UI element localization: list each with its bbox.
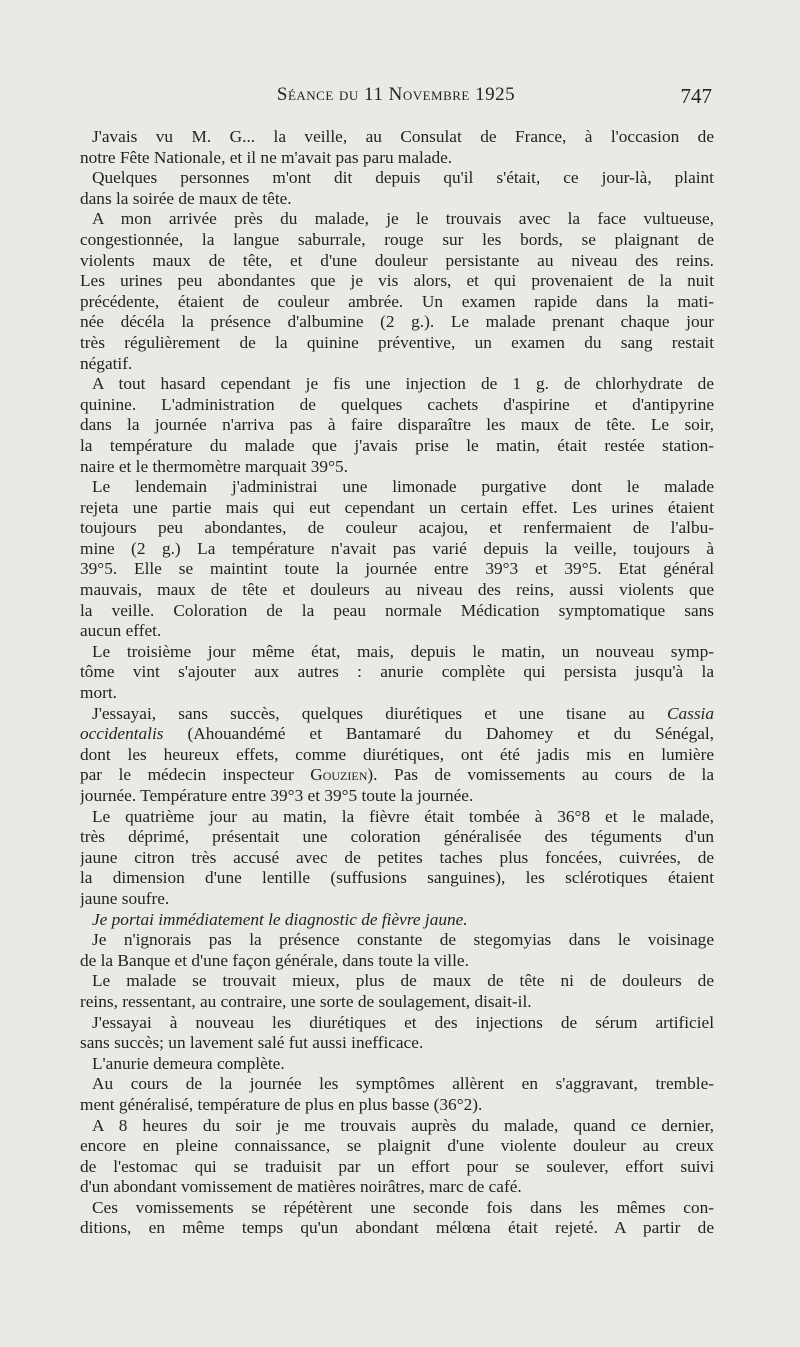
text-line	[80, 1198, 714, 1219]
text-line	[80, 312, 714, 333]
line-text: Le quatrième jour au matin, la fièvre était tombée à 36°8 et le malade,	[92, 806, 714, 826]
line-text: A 8 heures du soir je me trouvais auprès du malade, quand ce dernier,	[92, 1115, 714, 1135]
line-text: sans succès; un lavement salé fut aussi inefficace.	[80, 1033, 424, 1053]
page-number: 747	[680, 84, 712, 108]
text-line	[80, 889, 714, 910]
line-text: jaune soufre.	[80, 888, 170, 908]
text-line	[80, 457, 714, 478]
text-line	[80, 1033, 714, 1054]
text-line	[80, 704, 714, 725]
line-text: très déprimé, présentait une coloration généralisée des téguments d'un	[80, 827, 714, 847]
line-text: ment généralisé, température de plus en plus basse (36°2).	[80, 1094, 483, 1114]
text-line	[80, 518, 714, 539]
text-line	[80, 1218, 714, 1239]
line-text: dans la soirée de maux de tête.	[80, 188, 292, 208]
text-line	[80, 868, 714, 889]
text-line	[80, 559, 714, 580]
text-line	[80, 621, 714, 642]
line-text: ditions, en même temps qu'un abondant mélœna était rejeté. A partir de	[80, 1218, 714, 1238]
line-text: Au cours de la journée les symptômes allèrent en s'aggravant, tremble-	[92, 1074, 714, 1094]
text-line	[80, 539, 714, 560]
line-text: mine (2 g.) La température n'avait pas varié depuis la veille, toujours à	[80, 538, 714, 558]
text-line	[80, 127, 714, 148]
line-text: violents maux de tête, et d'une douleur persistante au niveau des reins.	[80, 250, 714, 270]
text-line	[80, 992, 714, 1013]
text-line	[80, 1136, 714, 1157]
text-line	[80, 168, 714, 189]
line-text: mauvais, maux de tête et douleurs au niveau des reins, aussi violents que	[80, 580, 714, 600]
text-line	[80, 148, 714, 169]
text-line	[80, 765, 714, 786]
line-text: quinine. L'administration de quelques cachets d'aspirine et d'antipyrine	[80, 394, 714, 414]
italic-text: Cassia	[666, 703, 714, 723]
line-text: aucun effet.	[80, 621, 162, 641]
text-line	[80, 1177, 714, 1198]
text-line	[80, 251, 714, 272]
text-line	[80, 807, 714, 828]
text-line	[80, 354, 714, 375]
text-line	[80, 848, 714, 869]
text-line	[80, 642, 714, 663]
text-line	[80, 395, 714, 416]
text-line	[80, 683, 714, 704]
line-text: née décéla la présence d'albumine (2 g.). Le malade prenant chaque jour	[80, 312, 714, 332]
text-line	[80, 189, 714, 210]
line-text: Le malade se trouvait mieux, plus de maux de tête ni de douleurs de	[92, 971, 714, 991]
text-line	[80, 374, 714, 395]
line-text: rejeta une partie mais qui eut cependant un certain effet. Les urines étaient	[80, 497, 714, 517]
text-line	[80, 786, 714, 807]
line-text: J'avais vu M. G... la veille, au Consulat de France, à l'occasion de	[92, 127, 714, 146]
line-text: la température du malade que j'avais prise le matin, était restée station-	[80, 435, 714, 455]
line-text: Le troisième jour même état, mais, depuis le matin, un nouveau symp-	[92, 641, 714, 661]
line-text: d'un abondant vomissement de matières noirâtres, marc de café.	[80, 1177, 522, 1197]
line-text: Quelques personnes m'ont dit depuis qu'il s'était, ce jour-là, plaint	[92, 168, 714, 188]
line-text: A tout hasard cependant je fis une injection de 1 g. de chlorhydrate de	[92, 374, 714, 394]
body-text	[80, 127, 714, 1239]
line-text: la dimension d'une lentille (suffusions sanguines), les sclérotiques étaient	[80, 868, 714, 888]
text-line	[80, 971, 714, 992]
text-line	[80, 477, 714, 498]
line-text: de l'estomac qui se traduisit par un effort pour se soulever, effort suivi	[80, 1156, 714, 1176]
line-text: précédente, étaient de couleur ambrée. Un examen rapide dans la mati-	[80, 291, 714, 311]
line-text: congestionnée, la langue saburrale, rouge sur les bords, se plaignant de	[80, 229, 714, 249]
text-line	[80, 1116, 714, 1137]
text-line	[80, 1054, 714, 1075]
line-text: négatif.	[80, 353, 133, 373]
line-text: journée. Température entre 39°3 et 39°5 toute la journée.	[80, 786, 474, 805]
text-line	[80, 1074, 714, 1095]
line-text: notre Fête Nationale, et il ne m'avait pas paru malade.	[80, 147, 453, 167]
line-text: par le médecin inspecteur	[80, 765, 311, 785]
line-text: encore en pleine connaissance, se plaignit d'une violente douleur au creux	[80, 1136, 714, 1156]
text-line	[80, 662, 714, 683]
line-text: J'essayai, sans succès, quelques diurétiques et une tisane au	[92, 703, 667, 723]
text-line	[80, 209, 714, 230]
line-text: dans la journée n'arriva pas à faire disparaître les maux de tête. Le soir,	[80, 415, 714, 435]
line-text: très régulièrement de la quinine préventive, un examen du sang restait	[80, 332, 714, 352]
line-text: Ces vomissements se répétèrent une seconde fois dans les mêmes con-	[92, 1197, 714, 1217]
text-line	[80, 580, 714, 601]
text-line	[80, 415, 714, 436]
text-line	[80, 230, 714, 251]
line-text: Les urines peu abondantes que je vis alors, et qui provenaient de la nuit	[80, 271, 714, 291]
text-line	[80, 271, 714, 292]
line-text: A mon arrivée près du malade, je le trouvais avec la face vultueuse,	[92, 209, 714, 229]
text-line	[80, 292, 714, 313]
line-text: (Ahouandémé et Bantamaré du Dahomey et du Sénégal,	[163, 724, 714, 744]
line-text: Je n'ignorais pas la présence constante de stegomyias dans le voisinage	[92, 930, 714, 950]
line-text: 39°5. Elle se maintint toute la journée entre 39°3 et 39°5. Etat général	[80, 559, 714, 579]
line-text: J'essayai à nouveau les diurétiques et des injections de sérum artificiel	[92, 1012, 714, 1032]
line-text: toujours peu abondantes, de couleur acajou, et renfermaient de l'albu-	[80, 518, 714, 538]
line-text: la veille. Coloration de la peau normale Médication symptomatique sans	[80, 600, 714, 620]
text-line	[80, 1095, 714, 1116]
line-text: Le lendemain j'administrai une limonade purgative dont le malade	[92, 477, 714, 497]
text-line	[80, 1013, 714, 1034]
text-line	[80, 436, 714, 457]
line-text: dont les heureux effets, comme diurétiques, ont été jadis mis en lumière	[80, 744, 714, 764]
line-text: tôme vint s'ajouter aux autres : anurie complète qui persista jusqu'à la	[80, 662, 714, 682]
text-line	[80, 601, 714, 622]
text-line	[80, 910, 714, 931]
line-text: reins, ressentant, au contraire, une sorte de soulagement, disait-il.	[80, 991, 532, 1011]
text-line	[80, 333, 714, 354]
line-text: mort.	[80, 683, 117, 703]
line-text: naire et le thermomètre marquait 39°5.	[80, 456, 348, 476]
line-text: ). Pas de vomissements au cours de la	[367, 765, 714, 785]
small-caps-text: Gouzien	[310, 765, 368, 785]
running-head: Séance du 11 Novembre 1925	[276, 84, 516, 105]
text-line	[80, 1157, 714, 1178]
line-text: de la Banque et d'une façon générale, dans toute la ville.	[80, 950, 469, 970]
line-text: jaune citron très accusé avec de petites taches plus foncées, cuivrées, de	[80, 847, 714, 867]
text-line	[80, 745, 714, 766]
line-text: L'anurie demeura complète.	[92, 1053, 285, 1073]
text-line	[80, 930, 714, 951]
text-line	[80, 724, 714, 745]
italic-text: Je portai immédiatement le diagnostic de fièvre jaune.	[92, 909, 468, 929]
text-line	[80, 951, 714, 972]
page-header	[80, 84, 712, 114]
italic-text: occidentalis	[80, 724, 164, 744]
text-line	[80, 827, 714, 848]
text-line	[80, 498, 714, 519]
